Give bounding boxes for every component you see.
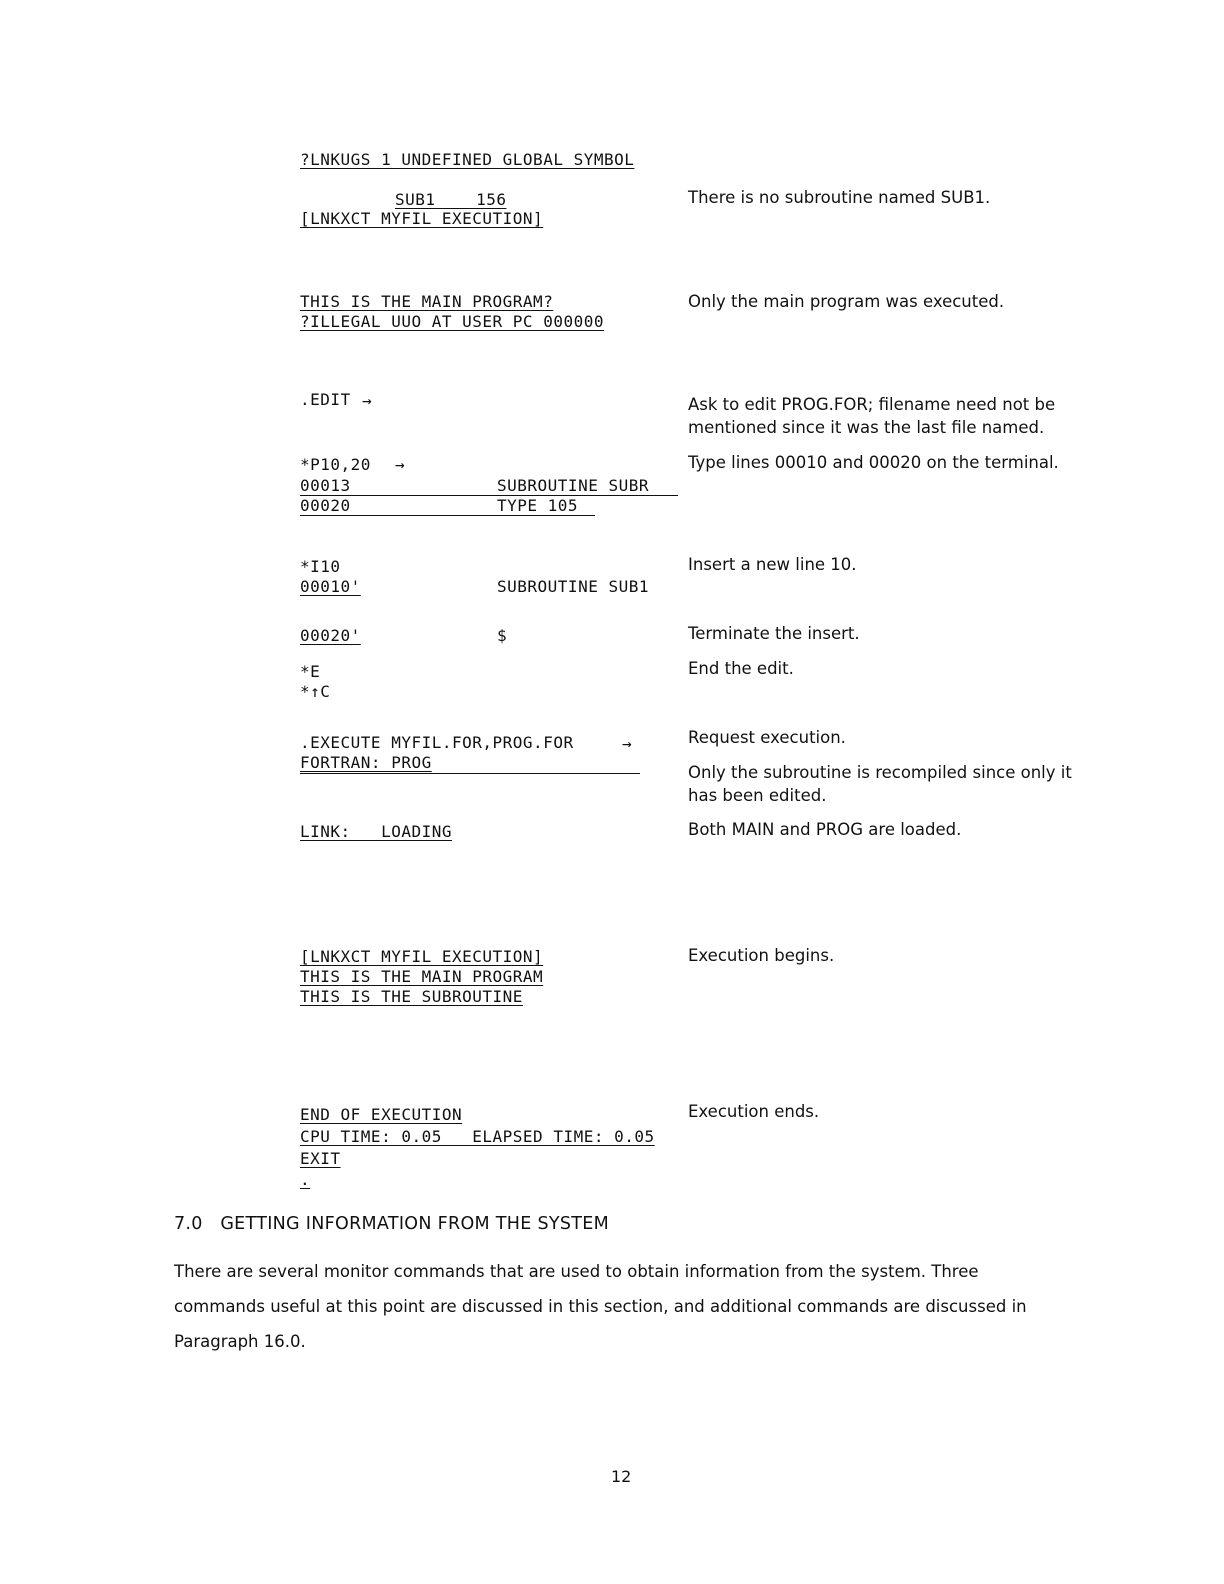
line-00020-number: 00020: [300, 496, 351, 515]
lnkxct-line-2: [LNKXCT MYFIL EXECUTION]: [300, 947, 544, 966]
p-command: *P10,20: [300, 455, 371, 474]
line-00020-text: TYPE 105: [497, 496, 579, 515]
main-program-line-2: THIS IS THE MAIN PROGRAM: [300, 967, 544, 986]
main-program-line: THIS IS THE MAIN PROGRAM?: [300, 292, 554, 311]
illegal-uuo-line: ?ILLEGAL UUO AT USER PC 000000: [300, 312, 604, 331]
insert-command: *I10: [300, 557, 341, 576]
link-loading-line: LINK: LOADING: [300, 822, 452, 841]
note-exec-ends: Execution ends.: [688, 1102, 820, 1121]
note-terminate: Terminate the insert.: [688, 624, 860, 643]
page-number: 12: [611, 1467, 632, 1486]
ctrl-c-command: *↑C: [300, 682, 331, 701]
rule: [300, 495, 678, 496]
subroutine-message-line: THIS IS THE SUBROUTINE: [300, 987, 523, 1006]
end-of-execution-line: END OF EXECUTION: [300, 1105, 463, 1124]
rule: [300, 773, 640, 774]
return-key-mark: →: [395, 455, 406, 474]
note-no-subroutine: There is no subroutine named SUB1.: [688, 188, 991, 207]
note-ask-edit: Ask to edit PROG.FOR; filename need not be mentioned since it was the last file named.: [688, 395, 1056, 437]
execute-command: .EXECUTE MYFIL.FOR,PROG.FOR: [300, 733, 574, 752]
note-only-main: Only the main program was executed.: [688, 292, 1005, 311]
note-only-sub: Only the subroutine is recompiled since only it has been edited.: [688, 763, 1072, 805]
exit-line: EXIT: [300, 1149, 341, 1168]
line-00010-number: 00010': [300, 577, 361, 596]
prompt-dot: .: [300, 1170, 311, 1189]
line-00013-text: SUBROUTINE SUBR: [497, 476, 649, 495]
e-command: *E: [300, 662, 321, 681]
return-key-mark: →: [622, 734, 633, 753]
rule: [300, 515, 595, 516]
fortran-prog-line: FORTRAN: PROG: [300, 753, 432, 772]
sub1-line: SUB1 156: [395, 190, 507, 209]
return-key-mark: →: [362, 391, 373, 410]
lnkxct-line-1: [LNKXCT MYFIL EXECUTION]: [300, 209, 544, 228]
note-request-exec: Request execution.: [688, 728, 846, 747]
cpu-time-line: CPU TIME: 0.05 ELAPSED TIME: 0.05: [300, 1127, 655, 1146]
section-heading: 7.0 GETTING INFORMATION FROM THE SYSTEM: [174, 1214, 610, 1234]
note-exec-begins: Execution begins.: [688, 946, 835, 965]
note-type-lines: Type lines 00010 and 00020 on the terminal.: [688, 453, 1059, 472]
undefined-global-symbol-line: ?LNKUGS 1 UNDEFINED GLOBAL SYMBOL: [300, 150, 635, 169]
note-insert-line: Insert a new line 10.: [688, 555, 857, 574]
line-00020b-number: 00020': [300, 626, 361, 645]
line-00020b-text: $: [497, 626, 508, 645]
line-00010-text: SUBROUTINE SUB1: [497, 577, 649, 596]
note-end-edit: End the edit.: [688, 659, 794, 678]
note-both-loaded: Both MAIN and PROG are loaded.: [688, 820, 962, 839]
edit-command: .EDIT: [300, 390, 351, 409]
section-paragraph: There are several monitor commands that are used to obtain information from the system. Three commands useful at this point are discussed in this section, and additional commands are discussed in Paragraph 16.0.: [174, 1262, 1027, 1351]
line-00013-number: 00013: [300, 476, 351, 495]
